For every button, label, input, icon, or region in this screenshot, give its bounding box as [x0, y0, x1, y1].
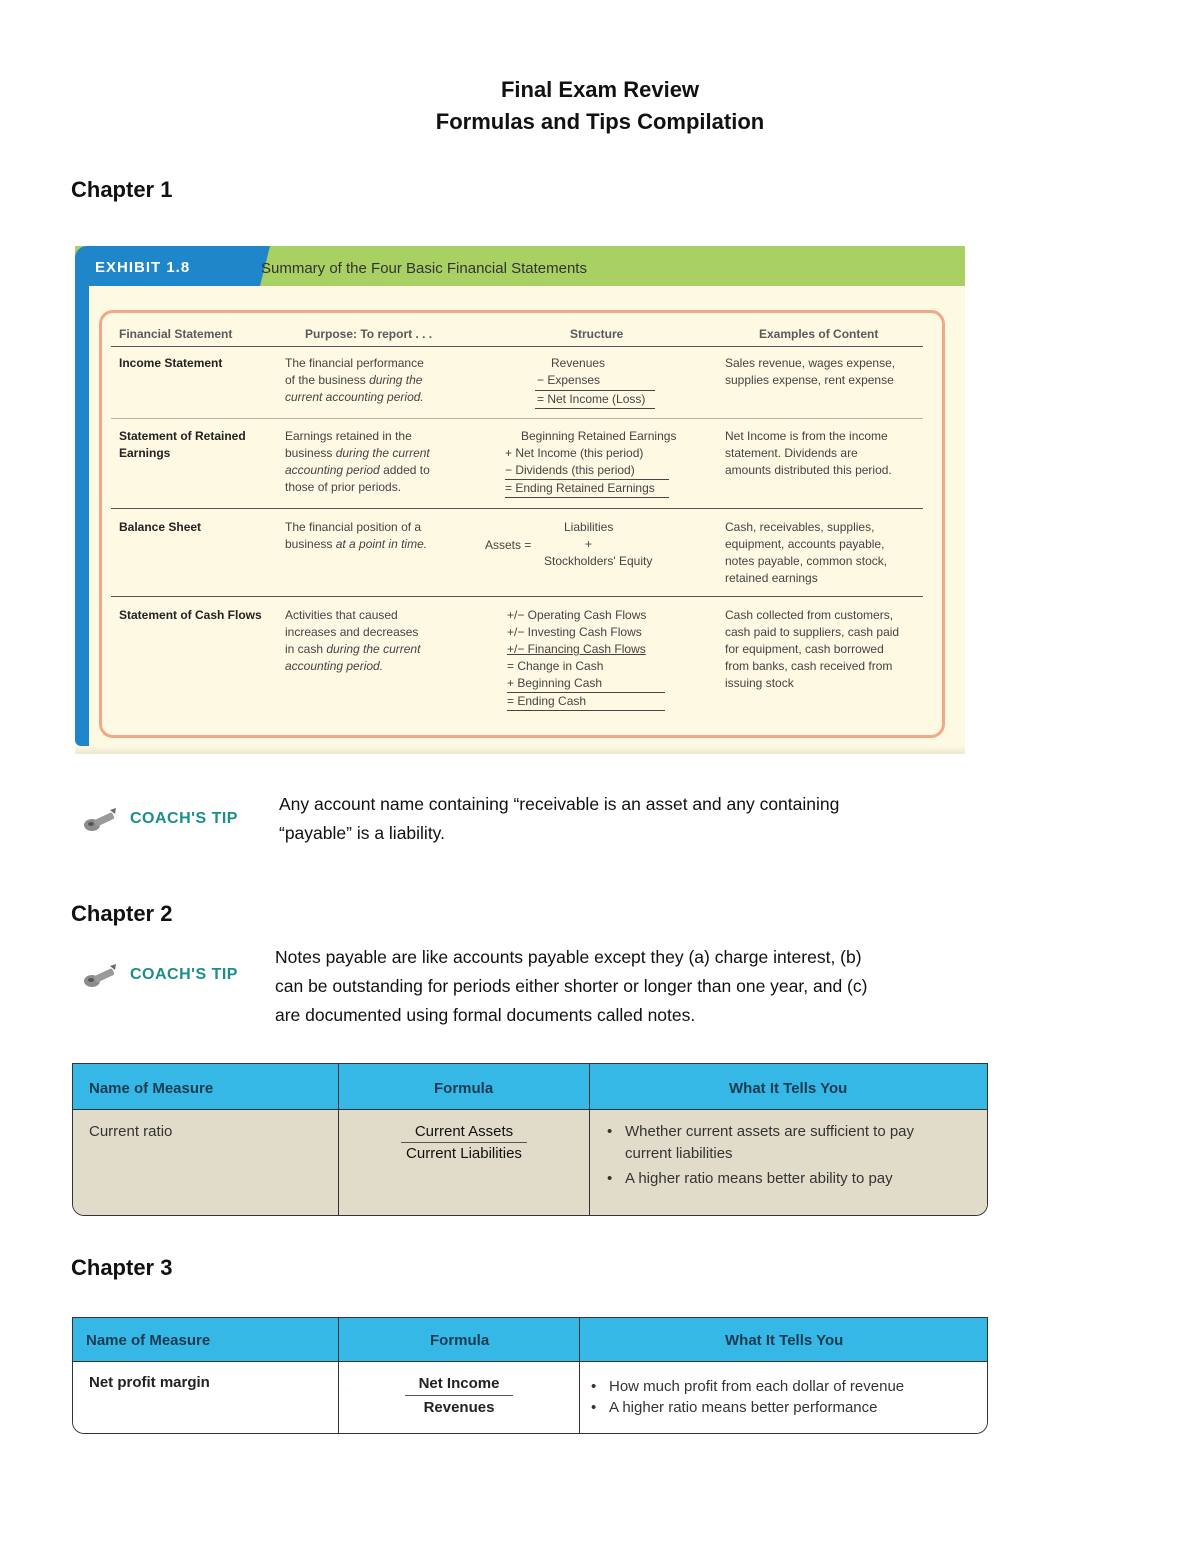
measure-bullet: • Whether current assets are sufficient to pay current liabilities	[625, 1121, 975, 1165]
net-profit-margin-table	[72, 1317, 988, 1434]
exhibit-row-structure: Beginning Retained Earnings + Net Income (this period) − Dividends (this period) = Ending Retained Earnings	[505, 428, 705, 498]
exhibit-rail	[75, 246, 89, 746]
table-header-row	[73, 1318, 987, 1362]
exhibit-row-divider	[111, 596, 923, 597]
table-header-measure: Name of Measure	[86, 1332, 211, 1349]
measure-name: Current ratio	[89, 1123, 173, 1140]
table-row	[73, 1362, 987, 1433]
table-header-formula: Formula	[434, 1080, 494, 1097]
exhibit-header-rule	[111, 346, 923, 347]
exhibit-row-examples: Sales revenue, wages expense, supplies expense, rent expense	[725, 356, 896, 387]
exhibit-row-statement: Statement of Cash Flows	[119, 608, 262, 622]
exhibit-row-examples: Cash collected from customers, cash paid to suppliers, cash paid for equipment, cash borrowed from banks, cash received from issuing stock	[725, 608, 900, 690]
table-header-measure: Name of Measure	[89, 1080, 214, 1097]
exhibit-row-statement: Statement of Retained Earnings	[119, 429, 246, 460]
table-row	[73, 1110, 987, 1215]
exhibit-bottom-edge	[75, 746, 965, 754]
exhibit-row-divider	[111, 418, 923, 419]
table-header-formula: Formula	[430, 1332, 490, 1349]
table-header-row	[73, 1064, 987, 1110]
exhibit-row-divider	[111, 508, 923, 509]
exhibit-row-examples: Cash, receivables, supplies, equipment, accounts payable, notes payable, common stock, retained earnings	[725, 520, 888, 585]
table-header-tells: What It Tells You	[725, 1332, 844, 1349]
chapter-2-heading: Chapter 2	[71, 901, 173, 926]
coach-tip-text: Any account name containing “receivable is an asset and any containing “payable” is a liability.	[279, 794, 840, 843]
exhibit-badge: EXHIBIT 1.8	[75, 246, 260, 286]
measure-name: Net profit margin	[89, 1374, 210, 1391]
exhibit-row-purpose: Earnings retained in the business during the current accounting period added to those of prior periods.	[285, 429, 430, 494]
exhibit-header-structure: Structure	[570, 327, 624, 341]
exhibit-row-structure: Revenues − Expenses = Net Income (Loss)	[535, 355, 665, 409]
exhibit-row-purpose: Activities that caused increases and decreases in cash during the current accounting period.	[285, 608, 421, 673]
measure-formula: Net Income Revenues	[339, 1372, 579, 1419]
document-title: Final Exam Review	[500, 77, 700, 102]
exhibit-header-examples: Examples of Content	[759, 327, 879, 341]
chapter-3-heading: Chapter 3	[71, 1255, 173, 1280]
exhibit-header	[75, 246, 965, 286]
whistle-icon	[80, 962, 118, 997]
exhibit-row-purpose: The financial position of a business at a point in time.	[285, 520, 428, 551]
measure-bullet: • How much profit from each dollar of revenue	[609, 1376, 979, 1397]
coach-tip-label: COACH'S TIP	[130, 810, 238, 827]
exhibit-subtitle: Summary of the Four Basic Financial Statements	[261, 260, 587, 277]
coach-tip-label: COACH'S TIP	[130, 966, 238, 983]
exhibit-row-structure: +/− Operating Cash Flows +/− Investing Cash Flows +/− Financing Cash Flows = Change in Cash + Beginning Cash = Ending Cash	[507, 607, 677, 711]
coach-tip-badge	[80, 962, 260, 992]
measure-bullet: • A higher ratio means better performance	[609, 1397, 979, 1418]
exhibit-row-purpose: The financial performance of the business during the current accounting period.	[285, 356, 424, 404]
whistle-icon	[80, 806, 118, 841]
exhibit-header-statement: Financial Statement	[119, 327, 233, 341]
exhibit-row-statement: Balance Sheet	[119, 520, 202, 534]
exhibit-row-examples: Net Income is from the income statement. Dividends are amounts distributed this period.	[725, 429, 892, 477]
measure-formula: Current Assets Current Liabilities	[339, 1121, 589, 1164]
coach-tip-text: Notes payable are like accounts payable except they (a) charge interest, (b) can be outstanding for periods either shorter or longer than one year, and (c) are documented using formal documents called notes.	[275, 947, 868, 1025]
table-header-tells: What It Tells You	[729, 1080, 848, 1097]
chapter-1-heading: Chapter 1	[71, 177, 173, 202]
exhibit-header-purpose: Purpose: To report . . .	[305, 327, 433, 341]
exhibit-1-8: EXHIBIT 1.8 Summary of the Four Basic Financial Statements Financial Statement Purpose: To report . . . Structure Examples of Content Income Statement The financial performance of the business during the current accounting period. Revenues − Expenses = Net Income (Loss) Sales revenue, wages expense, supplies expense, rent expense Statement of Retained Earnings Earnings retained in the business during the current accounting period added to those of prior periods. Beginning Retained Earnings + Net Income (this period) − Dividends (this period) = Ending Retained Earnings Net Income is from the income statement. Dividends are amounts distributed this period. Balance Sheet The financial position of a business at a point in time. Liabilities Assets = + Stockholders' Equity Cash, receivables, supplies, equipment, accounts payable, notes payable, common stock, retained earnings Statement of Cash Flows Activities that caused increases and decreases in cash during the current accounting period. +/− Operating Cash Flows +/− Investing Cash Flows +/− Financing Cash Flows = Change in Cash + Beginning Cash = Ending Cash Cash collected from customers, cash paid to suppliers, cash paid for equipment, cash borrowed from banks, cash received from issuing stock	[75, 246, 965, 754]
measure-bullet: • A higher ratio means better ability to pay	[625, 1168, 975, 1190]
coach-tip-badge	[80, 806, 260, 836]
document-subtitle: Formulas and Tips Compilation	[435, 109, 765, 134]
current-ratio-table	[72, 1063, 988, 1216]
exhibit-row-statement: Income Statement	[119, 356, 223, 370]
